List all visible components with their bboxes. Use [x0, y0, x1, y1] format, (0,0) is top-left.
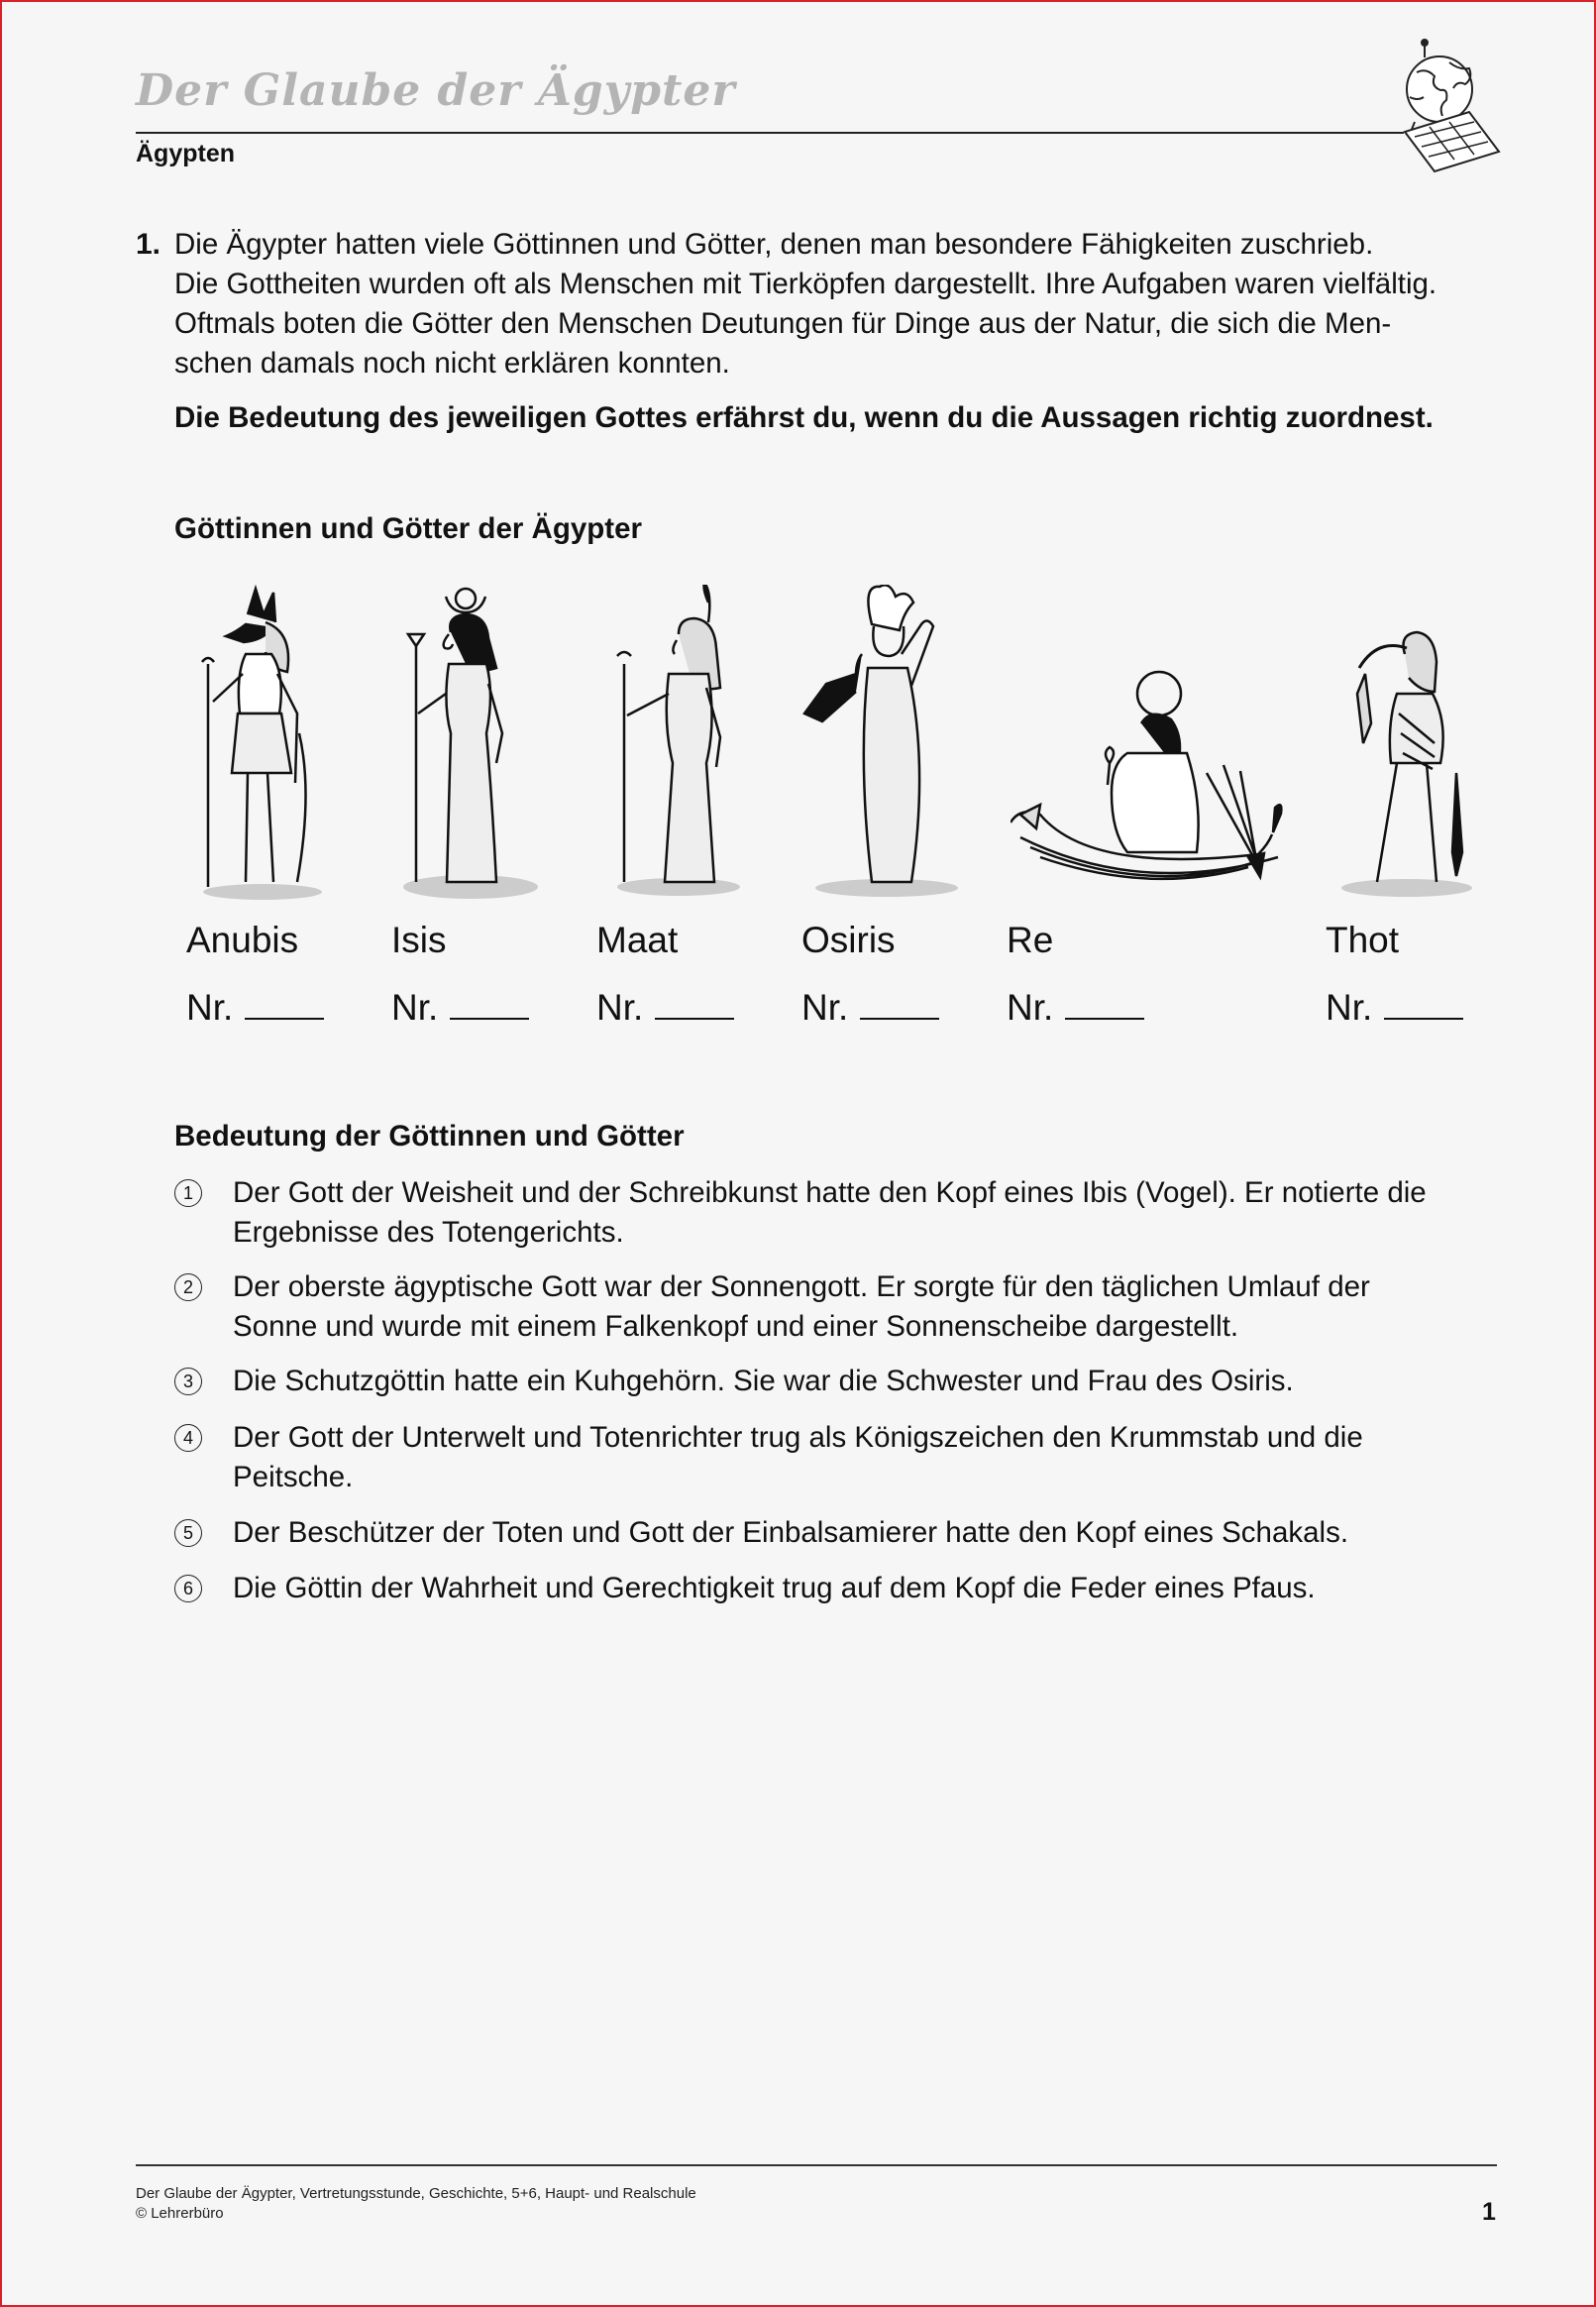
page-subtitle: Ägypten	[136, 140, 235, 167]
god-name-isis: Isis	[391, 920, 447, 960]
nr-label: Nr.	[1326, 987, 1373, 1028]
list-item	[174, 1418, 1502, 1497]
god-nr-osiris	[801, 987, 939, 1029]
god-name-maat: Maat	[596, 920, 679, 960]
god-nr-anubis	[186, 987, 324, 1029]
task-line: Oftmals boten die Götter den Menschen Deutungen für Dinge aus der Natur, die sich die Men-	[174, 307, 1392, 340]
answer-blank[interactable]	[1065, 988, 1144, 1020]
god-nr-maat	[596, 987, 734, 1029]
god-name-thot: Thot	[1326, 920, 1400, 960]
re-falcon-sun-boat-icon	[1011, 585, 1298, 902]
task-instruction: Die Bedeutung des jeweiligen Gottes erfährst du, wenn du die Aussagen richtig zuordnest.	[174, 401, 1434, 434]
meaning-line: Die Schutzgöttin hatte ein Kuhgehörn. Sie war die Schwester und Frau des Osiris.	[233, 1365, 1294, 1397]
circled-number: 2	[174, 1273, 202, 1301]
god-name-anubis: Anubis	[186, 920, 299, 960]
circled-number: 4	[174, 1424, 202, 1452]
task-description	[174, 225, 1512, 384]
isis-horned-goddess-figure-icon	[391, 585, 540, 902]
answer-blank[interactable]	[245, 988, 324, 1020]
nr-label: Nr.	[391, 987, 439, 1028]
list-item	[174, 1267, 1502, 1347]
list-item	[174, 1513, 1502, 1553]
globe-with-map-icon	[1395, 38, 1504, 178]
circled-number: 3	[174, 1368, 202, 1395]
meaning-line: Sonne und wurde mit einem Falkenkopf und einer Sonnenscheibe dargestellt.	[233, 1310, 1239, 1343]
circled-number: 5	[174, 1519, 202, 1547]
meaning-line: Ergebnisse des Totengerichts.	[233, 1216, 624, 1249]
god-nr-re	[1007, 987, 1144, 1029]
answer-blank[interactable]	[860, 988, 939, 1020]
maat-feather-goddess-figure-icon	[599, 585, 748, 902]
list-item	[174, 1362, 1502, 1401]
osiris-mummy-figure-icon	[802, 585, 961, 902]
answer-blank[interactable]	[450, 988, 529, 1020]
footer-source: Der Glaube der Ägypter, Vertretungsstunde, Geschichte, 5+6, Haupt- und Realschule	[136, 2185, 696, 2202]
circled-number: 6	[174, 1575, 202, 1602]
god-name-re: Re	[1007, 920, 1054, 960]
nr-label: Nr.	[186, 987, 234, 1028]
anubis-jackal-figure-icon	[188, 585, 337, 902]
task-number: 1.	[136, 228, 161, 261]
task-line: schen damals noch nicht erklären konnten.	[174, 347, 730, 380]
page-title: Der Glaube der Ägypter	[136, 65, 736, 116]
nr-label: Nr.	[596, 987, 644, 1028]
answer-blank[interactable]	[1384, 988, 1463, 1020]
meaning-line: Der Beschützer der Toten und Gott der Einbalsamierer hatte den Kopf eines Schakals.	[233, 1516, 1349, 1549]
meaning-line: Der Gott der Unterwelt und Totenrichter trug als Königszeichen den Krummstab und die	[233, 1421, 1363, 1454]
page-number: 1	[1482, 2198, 1496, 2226]
answer-blank[interactable]	[655, 988, 734, 1020]
god-nr-thot	[1326, 987, 1463, 1029]
nr-label: Nr.	[801, 987, 849, 1028]
footer-text	[136, 2184, 696, 2224]
task-line: Die Ägypter hatten viele Göttinnen und Götter, denen man besondere Fähigkeiten zuschrieb.	[174, 228, 1374, 261]
meaning-line: Die Göttin der Wahrheit und Gerechtigkeit trug auf dem Kopf die Feder eines Pfaus.	[233, 1572, 1316, 1604]
thoth-ibis-figure-icon	[1328, 585, 1486, 902]
meaning-line: Der Gott der Weisheit und der Schreibkunst hatte den Kopf eines Ibis (Vogel). Er notierte die	[233, 1176, 1427, 1209]
circled-number: 1	[174, 1179, 202, 1207]
god-name-osiris: Osiris	[801, 920, 896, 960]
god-nr-isis	[391, 987, 529, 1029]
meanings-heading: Bedeutung der Göttinnen und Götter	[174, 1120, 685, 1153]
gods-heading: Göttinnen und Götter der Ägypter	[174, 512, 642, 545]
list-item	[174, 1173, 1502, 1253]
title-divider	[136, 132, 1404, 134]
task-line: Die Gottheiten wurden oft als Menschen mit Tierköpfen dargestellt. Ihre Aufgaben waren vielfältig.	[174, 268, 1437, 300]
nr-label: Nr.	[1007, 987, 1054, 1028]
meaning-line: Der oberste ägyptische Gott war der Sonnengott. Er sorgte für den täglichen Umlauf der	[233, 1270, 1370, 1303]
footer-divider	[136, 2164, 1497, 2166]
meaning-line: Peitsche.	[233, 1461, 354, 1493]
list-item	[174, 1569, 1502, 1608]
footer-copyright: © Lehrerbüro	[136, 2205, 224, 2222]
